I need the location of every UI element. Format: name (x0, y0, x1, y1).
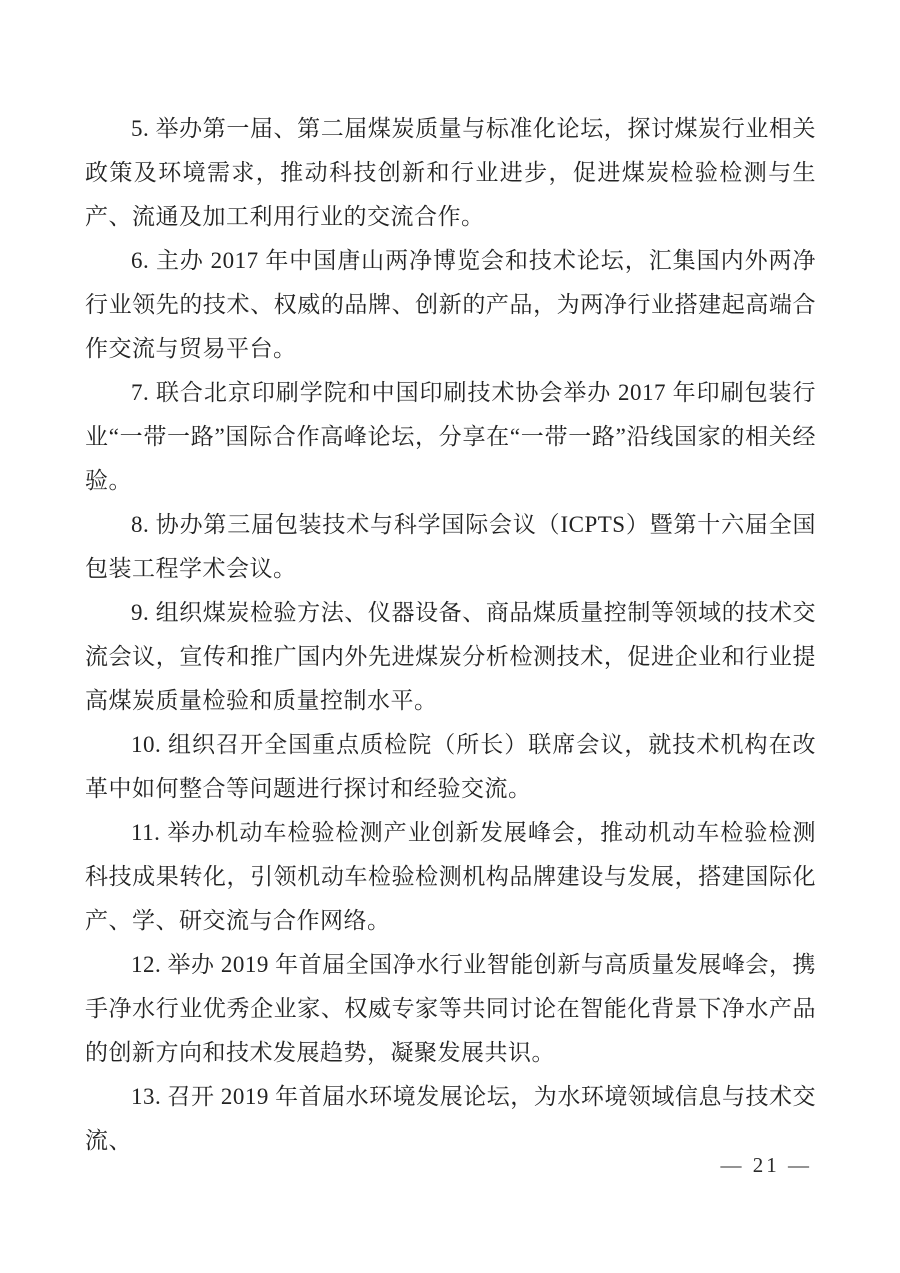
paragraph-item-5: 5. 举办第一届、第二届煤炭质量与标准化论坛，探讨煤炭行业相关政策及环境需求，推动科技创新和行业进步，促进煤炭检验检测与生产、流通及加工利用行业的交流合作。 (85, 116, 816, 229)
paragraph-item-10: 10. 组织召开全国重点质检院（所长）联席会议，就技术机构在改革中如何整合等问题进行探讨和经验交流。 (85, 732, 816, 801)
page-footer (721, 1150, 813, 1180)
paragraph-item-6: 6. 主办 2017 年中国唐山两净博览会和技术论坛，汇集国内外两净行业领先的技术、权威的品牌、创新的产品，为两净行业搭建起高端合作交流与贸易平台。 (85, 248, 816, 361)
paragraph-item-7: 7. 联合北京印刷学院和中国印刷技术协会举办 2017 年印刷包装行业“一带一路”国际合作高峰论坛，分享在“一带一路”沿线国家的相关经验。 (85, 380, 816, 493)
paragraph-item-11: 11. 举办机动车检验检测产业创新发展峰会，推动机动车检验检测科技成果转化，引领机动车检验检测机构品牌建设与发展，搭建国际化产、学、研交流与合作网络。 (85, 820, 816, 933)
paragraph-item-12: 12. 举办 2019 年首届全国净水行业智能创新与高质量发展峰会，携手净水行业优秀企业家、权威专家等共同讨论在智能化背景下净水产品的创新方向和技术发展趋势，凝聚发展共识。 (85, 952, 816, 1065)
page-number: — 21 — (720, 1153, 812, 1177)
paragraph-item-8: 8. 协办第三届包装技术与科学国际会议（ICPTS）暨第十六届全国包装工程学术会议。 (85, 512, 816, 581)
paragraph-item-13: 13. 召开 2019 年首届水环境发展论坛，为水环境领域信息与技术交流、 (85, 1084, 816, 1153)
paragraph-item-9: 9. 组织煤炭检验方法、仪器设备、商品煤质量控制等领域的技术交流会议，宣传和推广国内外先进煤炭分析检测技术，促进企业和行业提高煤炭质量检验和质量控制水平。 (85, 600, 816, 713)
document-body (85, 107, 816, 1163)
